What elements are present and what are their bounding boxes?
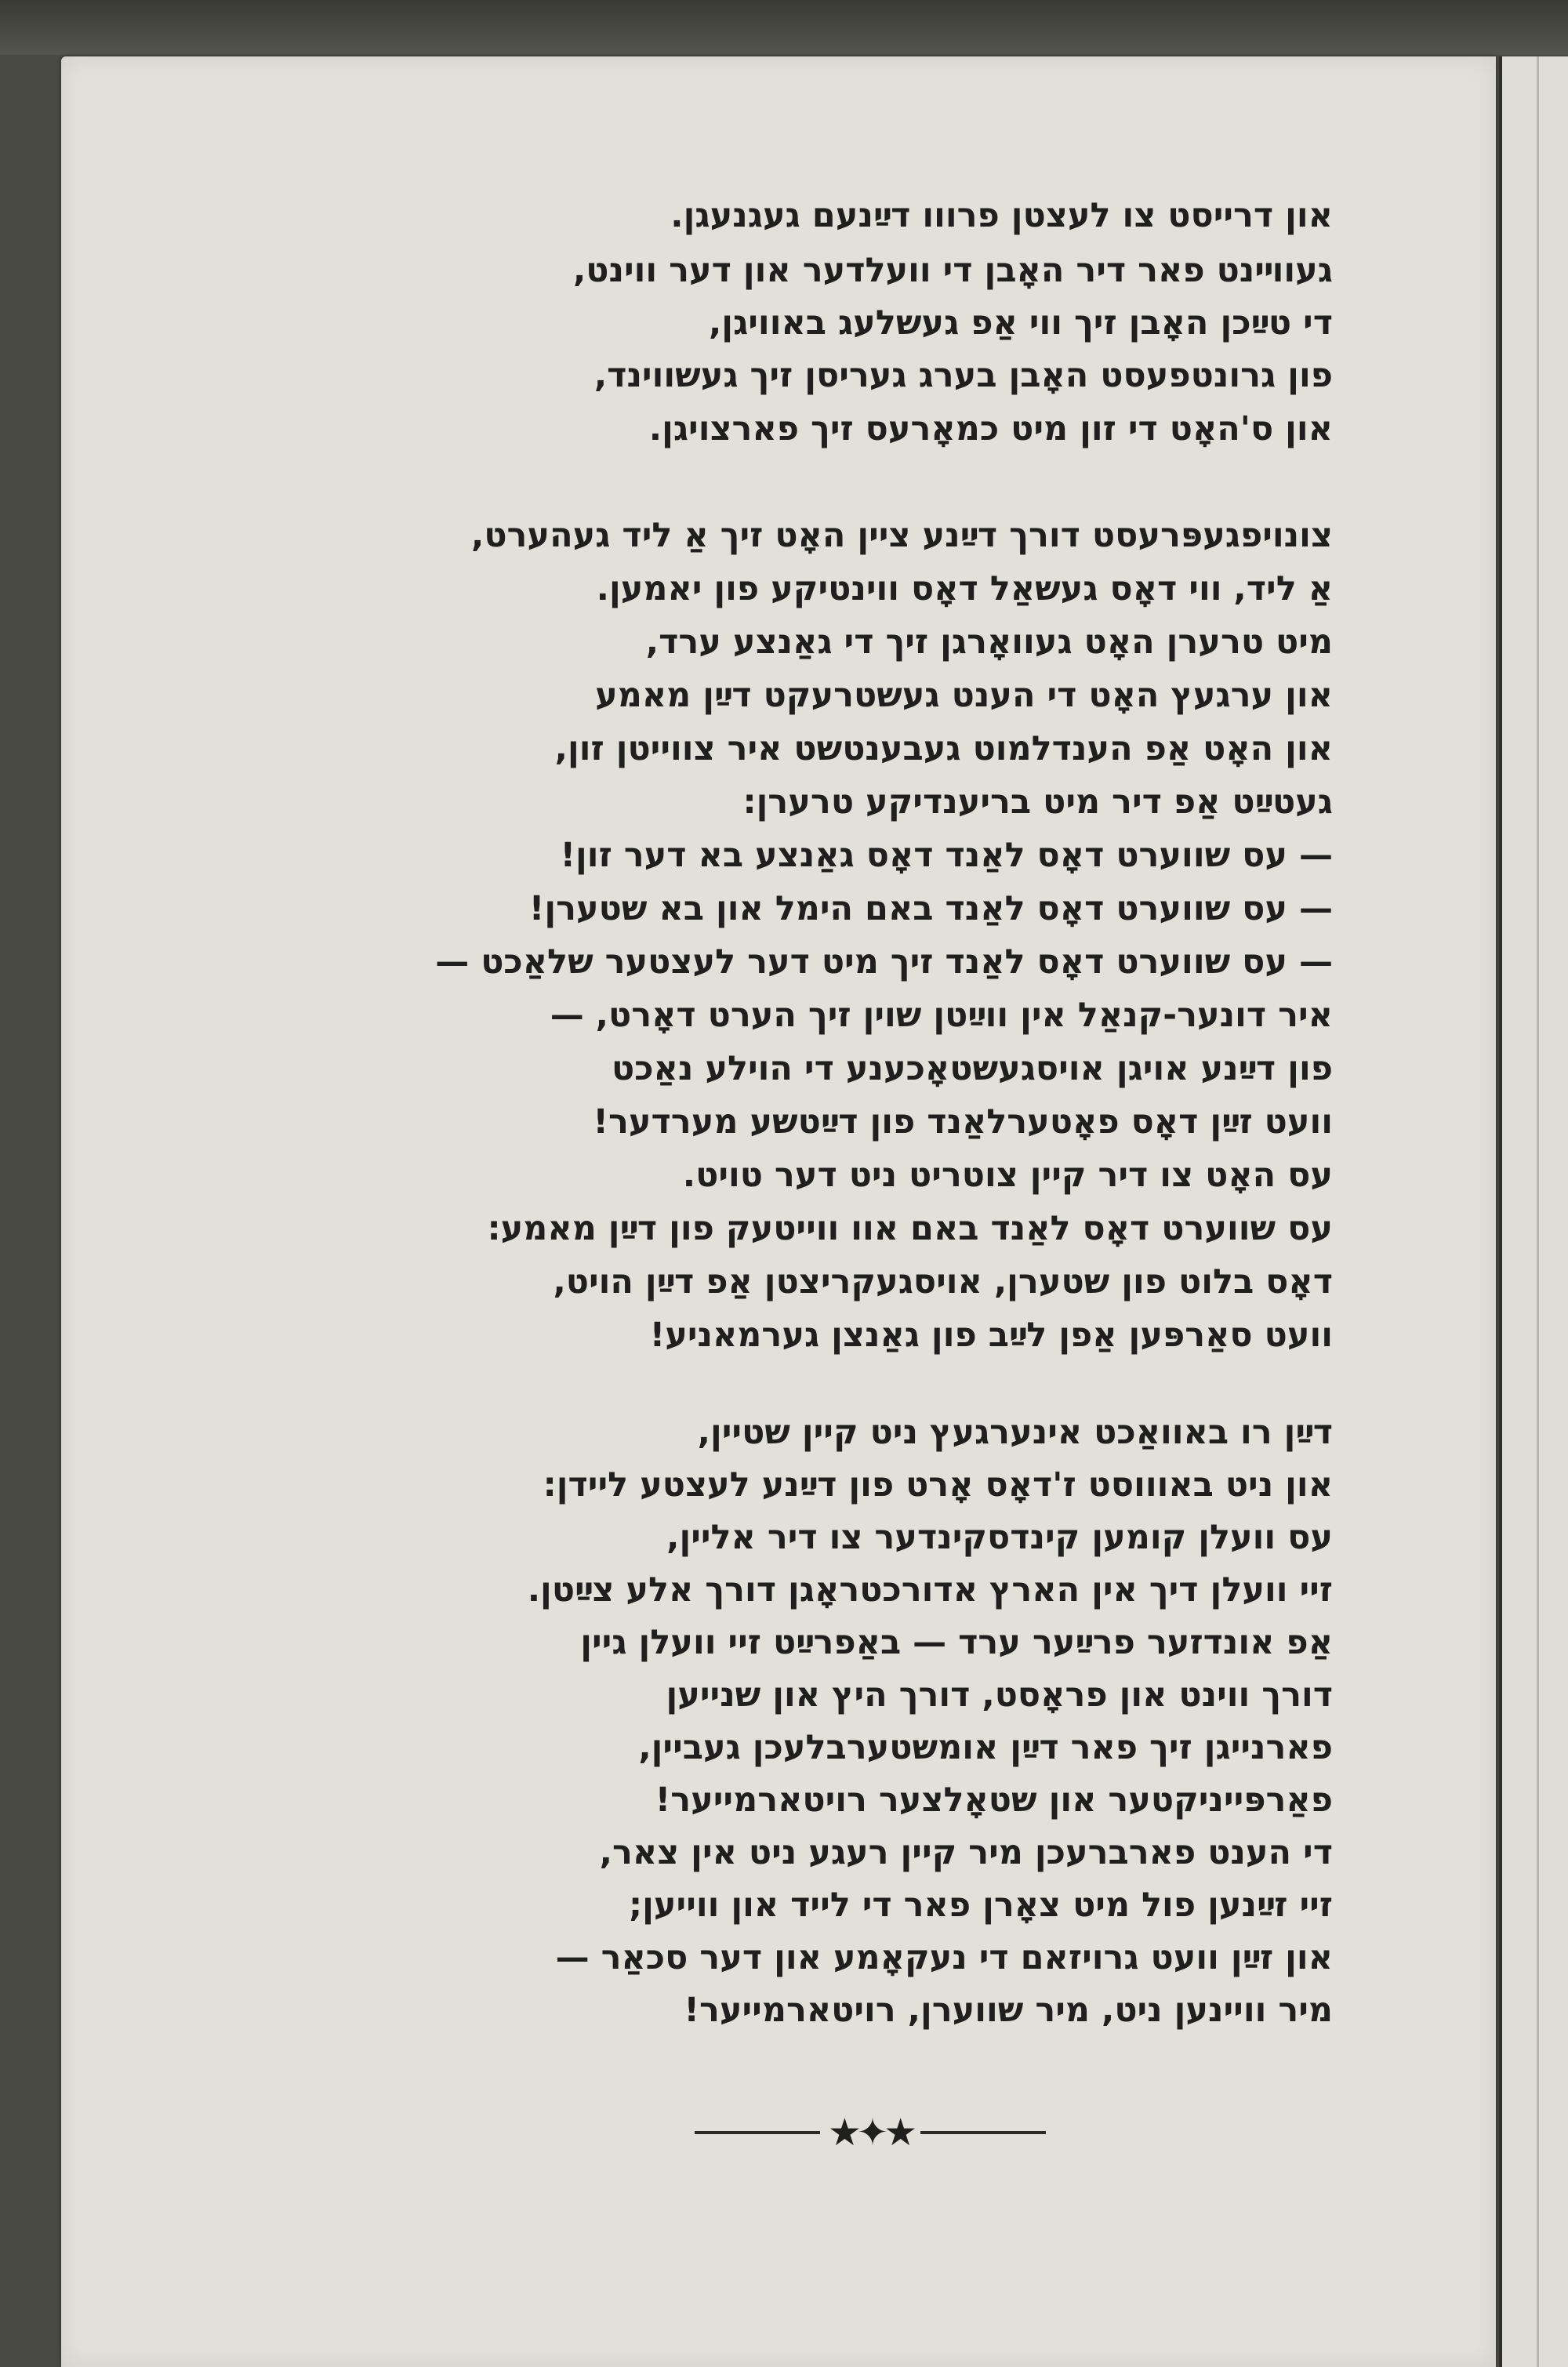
poem-line: — עס שווערט דאָס לאַנד באם הימל און בא שטערן! — [528, 889, 1333, 928]
poem-line: די הענט פארברעכן מיר קיין רעגע ניט אין צאר, — [599, 1833, 1333, 1872]
poem-line: אַ ליד, ווי דאָס געשאַל דאָס ווינטיקע פון יאמען. — [596, 569, 1333, 608]
poem-line: עס האָט צו דיר קיין צוטריט ניט דער טויט. — [682, 1156, 1333, 1195]
poem-line: דײַן רו באוואַכט אינערגעץ ניט קיין שטיין, — [697, 1413, 1333, 1452]
poem-line: וועט סאַרפּען אַפן לײַב פון גאַנצן גערמאניע! — [649, 1316, 1333, 1355]
poem-line: און ערגעץ האָט די הענט געשטרעקט דײַן מאמע — [595, 676, 1333, 715]
ornament-rule-left — [695, 2131, 820, 2134]
poem-line: דאָס בלוט פון שטערן, אויסגעקריצטן אַפ דײַן הויט, — [553, 1262, 1333, 1301]
poem-line: פון גרונטפעסט האָבן בערג געריסן זיך געשווינד, — [593, 356, 1333, 395]
poem-line: פארנייגן זיך פאר דײַן אומשטערבלעכן געביין, — [638, 1728, 1333, 1767]
poem-line: צונויפגעפּרעסט דורך דײַנע ציין האָט זיך אַ ליד געהערט, — [471, 516, 1333, 555]
poem-line: זיי זײַנען פול מיט צאָרן פאר די לייד און ווייען; — [628, 1886, 1333, 1925]
poem-line: און האָט אַפ הענדלמוט געבענטשט איר צווייטן זון, — [554, 729, 1333, 768]
poem-line: איר דונער-קנאַל אין ווײַטן שוין זיך הערט דאָרט, — — [550, 996, 1333, 1035]
section-ornament — [674, 2109, 1066, 2156]
poem-line: זיי וועלן דיך אין הארץ אדורכטראָגן דורך אלע צײַטן. — [527, 1570, 1333, 1610]
star-ornament-icon: ★✦★ — [827, 2111, 913, 2155]
poem-line: אַפ אונדזער פרײַער ערד — באַפרײַט זיי וועלן גיין — [580, 1623, 1333, 1662]
poem-line: און ניט באוווסט ז'דאָס אָרט פון דײַנע לעצטע ליידן: — [543, 1465, 1333, 1505]
poem-line: — עס שווערט דאָס לאַנד דאָס גאַנצע בא דער זון! — [560, 836, 1333, 875]
poem-line: פאַרפּייניקטער און שטאָלצער רויטארמייער! — [655, 1781, 1333, 1820]
poem-line: געטײַט אַפ דיר מיט בריענדיקע טרערן: — [742, 782, 1333, 822]
poem-line: געווײנט פאר דיר האָבן די וועלדער און דער ווינט, — [572, 251, 1333, 290]
poem-line: פון דײַנע אויגן אויסגעשטאָכענע די הוילע נאַכט — [612, 1049, 1333, 1088]
poem-line: מיר וויינען ניט, מיר שווערן, רויטארמייער! — [684, 1991, 1333, 2030]
poem-line: מיט טרערן האָט געוואָרגן זיך די גאַנצע ערד, — [645, 623, 1333, 662]
poem-line: און דרייסט צו לעצטן פרווו דײַנעם געגנעגן. — [670, 196, 1333, 235]
poem-line: עס שווערט דאָס לאַנד באם אוו ווייטעק פון דײַן מאמע: — [487, 1209, 1333, 1248]
poem-line: וועט זײַן דאָס פאָטערלאַנד פון דײַטשע מערדער! — [593, 1102, 1333, 1142]
poem-line: און ס'האָט די זון מיט כמאָרעס זיך פארצויגן. — [648, 409, 1333, 448]
ornament-rule-right — [920, 2131, 1046, 2134]
poem-line: — עס שווערט דאָס לאַנד זיך מיט דער לעצטער שלאַכט — — [435, 942, 1333, 982]
poem-line: און זײַן וועט גרויזאם די נעקאָמע און דער סכאַר — — [555, 1938, 1333, 1977]
poem-line: עס וועלן קומען קינדסקינדער צו דיר אליין, — [666, 1518, 1333, 1557]
poem-line: די טײַכן האָבן זיך ווי אַפ געשלעג באוויגן, — [708, 303, 1333, 343]
poem-line: דורך ווינט און פראָסט, דורך היץ און שנייען — [666, 1675, 1333, 1715]
